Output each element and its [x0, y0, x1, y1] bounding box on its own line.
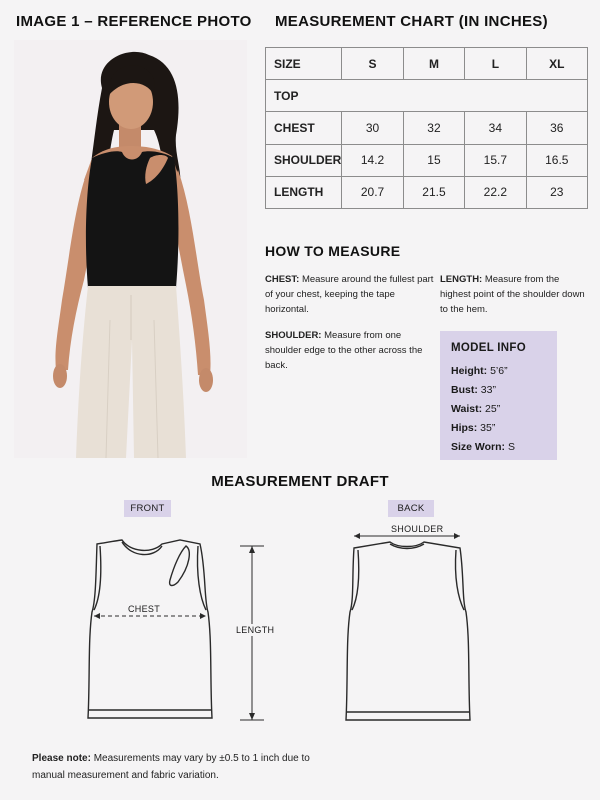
chart-title: MEASUREMENT CHART (IN INCHES): [275, 13, 548, 30]
table-cell: 32: [403, 112, 464, 144]
table-cell: 16.5: [526, 144, 587, 176]
front-tag: FRONT: [124, 500, 171, 517]
length-instruction: [440, 272, 590, 317]
shoulder-instruction-text: Measure from one shoulder edge to the other across the back.: [265, 330, 423, 371]
table-cell: 22.2: [465, 176, 526, 208]
table-cell: 23: [526, 176, 587, 208]
back-tag: BACK: [388, 500, 434, 517]
model-size-worn: [451, 438, 546, 457]
table-cell: 20.7: [342, 176, 403, 208]
shoulder-draft-label: SHOULDER: [388, 524, 446, 534]
length-draft-label: LENGTH: [236, 625, 275, 635]
size-xl-header: XL: [526, 48, 587, 80]
measurement-table: [265, 47, 588, 209]
table-row: [266, 176, 588, 208]
model-hips-value: 35”: [480, 422, 496, 434]
length-row-label: LENGTH: [266, 176, 342, 208]
model-waist: [451, 400, 546, 419]
model-hips: [451, 419, 546, 438]
model-info-box: [440, 331, 557, 460]
shoulder-instruction: [265, 328, 425, 373]
table-row: [266, 144, 588, 176]
chest-draft-label: CHEST: [128, 604, 161, 614]
note-label: Please note:: [32, 753, 91, 764]
table-cell: 15.7: [465, 144, 526, 176]
model-bust-label: Bust:: [451, 384, 478, 396]
shoulder-instruction-label: SHOULDER:: [265, 330, 322, 341]
model-hips-label: Hips:: [451, 422, 478, 434]
chest-instruction-text: Measure around the fullest part of your chest, keeping the tape horizontal.: [265, 274, 434, 315]
chest-instruction: [265, 272, 440, 317]
table-cell: 36: [526, 112, 587, 144]
size-m-header: M: [403, 48, 464, 80]
length-instruction-label: LENGTH:: [440, 274, 483, 285]
note-text: Measurements may vary by ±0.5 to 1 inch due to manual measurement and fabric variation.: [32, 753, 310, 781]
table-header-row: [266, 48, 588, 80]
reference-photo: [14, 40, 247, 458]
model-bust-value: 33”: [480, 384, 496, 396]
length-instruction-text: Measure from the highest point of the shoulder down to the hem.: [440, 274, 585, 315]
size-header: SIZE: [266, 48, 342, 80]
model-info-title: MODEL INFO: [451, 342, 526, 354]
model-size-value: S: [507, 441, 515, 453]
chest-instruction-label: CHEST:: [265, 274, 300, 285]
table-cell: 15: [403, 144, 464, 176]
draft-title: MEASUREMENT DRAFT: [211, 473, 389, 490]
chest-row-label: CHEST: [266, 112, 342, 144]
how-to-measure-title: HOW TO MEASURE: [265, 243, 401, 259]
measurement-note: [32, 750, 332, 784]
size-l-header: L: [465, 48, 526, 80]
model-height-value: 5’6”: [490, 365, 508, 377]
model-waist-value: 25”: [485, 403, 501, 415]
back-garment-sketch: [340, 530, 480, 730]
model-bust: [451, 381, 546, 400]
model-size-label: Size Worn:: [451, 441, 506, 453]
table-section-row: [266, 80, 588, 112]
photo-section-title: IMAGE 1 – REFERENCE PHOTO: [16, 13, 252, 30]
table-cell: 14.2: [342, 144, 403, 176]
top-section-label: TOP: [266, 80, 588, 112]
table-cell: 30: [342, 112, 403, 144]
model-waist-label: Waist:: [451, 403, 483, 415]
model-height: [451, 362, 546, 381]
size-s-header: S: [342, 48, 403, 80]
table-cell: 34: [465, 112, 526, 144]
shoulder-row-label: SHOULDER: [266, 144, 342, 176]
table-cell: 21.5: [403, 176, 464, 208]
model-height-label: Height:: [451, 365, 488, 377]
table-row: [266, 112, 588, 144]
model-illustration: [14, 40, 247, 458]
